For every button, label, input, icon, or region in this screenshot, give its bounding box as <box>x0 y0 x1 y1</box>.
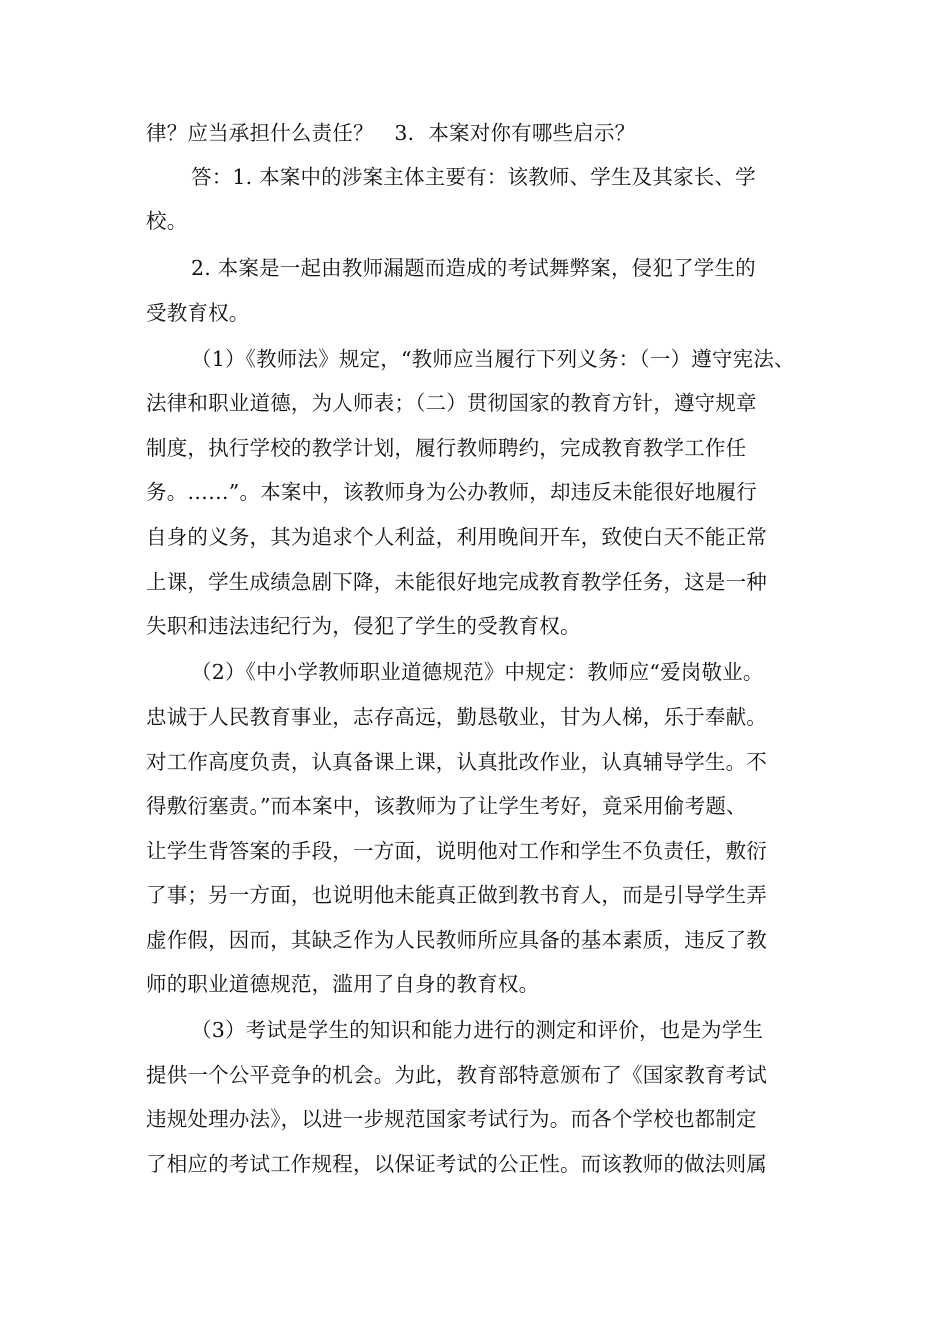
text-line-18: 了事；另一方面，也说明他未能真正做到教书育人，而是引导学生弄 <box>146 883 767 907</box>
text-line-6: （1）《教师法》规定，“教师应当履行下列义务：（一）遵守宪法、 <box>191 347 795 371</box>
text-line-15: 对工作高度负责，认真备课上课，认真批改作业，认真辅导学生。不 <box>146 750 767 774</box>
text-line-16: 得敷衍塞责。”而本案中，该教师为了让学生考好，竟采用偷考题、 <box>146 794 747 818</box>
text-line-3: 校。 <box>146 209 188 233</box>
text-line-8: 制度，执行学校的教学计划，履行教师聘约，完成教育教学工作任 <box>146 436 747 460</box>
text-line-9: 务。……”。本案中，该教师身为公办教师，却违反未能很好地履行 <box>146 480 757 504</box>
text-line-11: 上课，学生成绩急剧下降，未能很好地完成教育教学任务，这是一种 <box>146 570 767 594</box>
text-line-14: 忠诚于人民教育事业，志存高远，勤恳敬业，甘为人梯，乐于奉献。 <box>146 705 767 729</box>
text-line-5: 受教育权。 <box>146 301 250 325</box>
text-line-13: （2）《中小学教师职业道德规范》中规定：教师应“爱岗敬业。 <box>191 660 764 684</box>
text-line-19: 虚作假，因而，其缺乏作为人民教师所应具备的基本素质，违反了教 <box>146 928 767 952</box>
text-line-10: 自身的义务，其为追求个人利益，利用晚间开车，致使白天不能正常 <box>146 525 767 549</box>
text-line-17: 让学生背答案的手段，一方面，说明他对工作和学生不负责任，敷衍 <box>146 839 767 863</box>
text-line-12: 失职和违法违纪行为，侵犯了学生的受教育权。 <box>146 614 581 638</box>
text-line-20: 师的职业道德规范，滥用了自身的教育权。 <box>146 972 540 996</box>
text-line-2: 答：1. 本案中的涉案主体主要有：该教师、学生及其家长、学 <box>191 165 756 189</box>
text-line-21: （3）考试是学生的知识和能力进行的测定和评价，也是为学生 <box>191 1018 764 1042</box>
text-line-1: 律？应当承担什么责任？ 3．本案对你有哪些启示？ <box>146 121 636 145</box>
text-line-22: 提供一个公平竞争的机会。为此，教育部特意颁布了《国家教育考试 <box>146 1063 767 1087</box>
text-line-24: 了相应的考试工作规程，以保证考试的公正性。而该教师的做法则属 <box>146 1152 767 1176</box>
text-line-23: 违规处理办法》，以进一步规范国家考试行为。而各个学校也都制定 <box>146 1107 757 1131</box>
text-line-7: 法律和职业道德，为人师表；（二）贯彻国家的教育方针，遵守规章 <box>146 391 757 415</box>
text-line-4: 2. 本案是一起由教师漏题而造成的考试舞弊案，侵犯了学生的 <box>191 256 756 280</box>
